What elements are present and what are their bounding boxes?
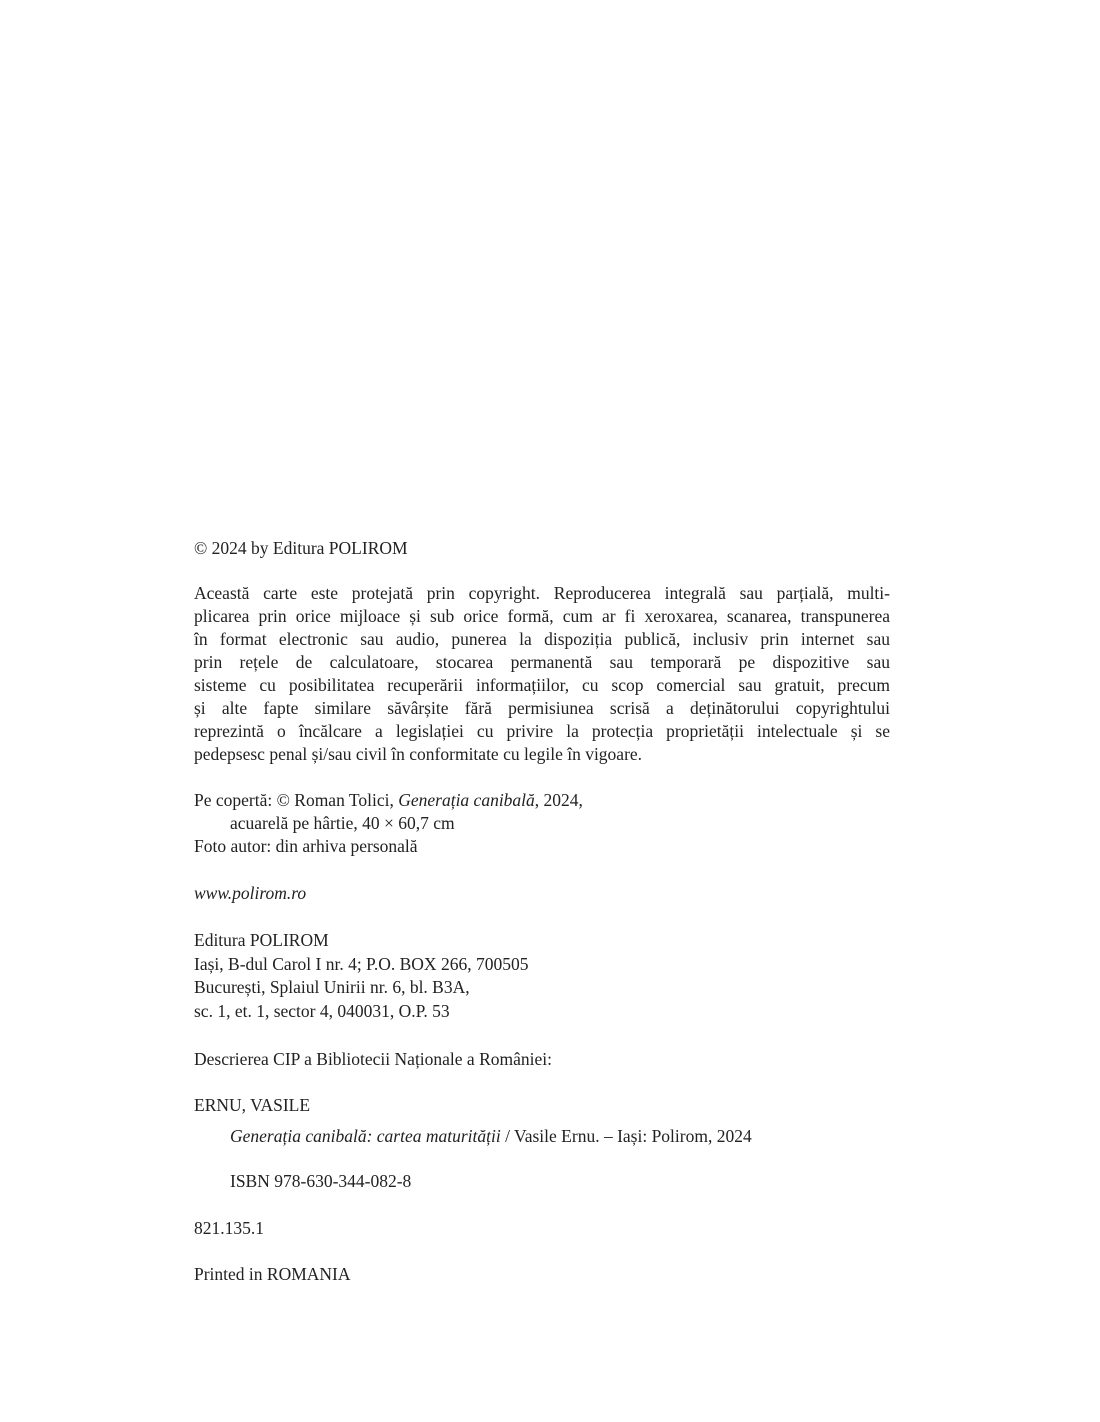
printed-text: Printed in ROMANIA xyxy=(194,1264,351,1284)
notice-line: plicarea prin orice mijloace și sub orice formă, cum ar fi xeroxarea, scanarea, transpunerea xyxy=(194,606,890,626)
cip-isbn xyxy=(194,1170,890,1193)
cover-medium: acuarelă pe hârtie, 40 × 60,7 cm xyxy=(230,813,455,833)
cip-title-rest: / Vasile Ernu. – Iași: Polirom, 2024 xyxy=(500,1126,752,1146)
notice-line: pedepsesc penal și/sau civil în conformitate cu legile în vigoare. xyxy=(194,744,643,764)
isbn-text: ISBN 978-630-344-082-8 xyxy=(230,1171,412,1191)
notice-line: reprezintă o încălcare a legislației cu privire la protecția proprietății intelectuale și se xyxy=(194,721,890,741)
notice-line: sisteme cu posibilitatea recuperării informațiilor, cu scop comercial sau gratuit, precum xyxy=(194,675,890,695)
cip-heading-text: Descrierea CIP a Bibliotecii Naționale a României: xyxy=(194,1049,552,1069)
printed-in xyxy=(194,1263,890,1286)
address-line: Iași, B-dul Carol I nr. 4; P.O. BOX 266, 700505 xyxy=(194,953,529,974)
cip-heading xyxy=(194,1048,890,1071)
cip-classification xyxy=(194,1217,890,1240)
cover-suffix: , 2024, xyxy=(534,790,583,810)
cip-title xyxy=(194,1125,890,1148)
website-link[interactable]: www.polirom.ro xyxy=(194,883,307,903)
cover-credits xyxy=(194,789,890,858)
cip-author xyxy=(194,1094,890,1117)
cover-title: Generația canibală xyxy=(398,790,535,810)
website-block xyxy=(194,882,890,905)
cover-prefix: Pe copertă: © Roman Tolici, xyxy=(194,790,399,810)
cip-author-text: ERNU, VASILE xyxy=(194,1095,311,1115)
copyright-notice xyxy=(194,582,890,766)
publisher-address xyxy=(194,929,890,1024)
address-line: București, Splaiul Unirii nr. 6, bl. B3A, xyxy=(194,977,470,998)
cover-credit xyxy=(194,789,890,812)
cip-title-line xyxy=(194,1125,890,1148)
classification-text: 821.135.1 xyxy=(194,1218,264,1238)
notice-line: în format electronic sau audio, punerea la dispoziția publică, inclusiv prin internet sau xyxy=(194,629,890,649)
book-title: Generația canibală: cartea maturității xyxy=(230,1126,501,1146)
copyright-line xyxy=(194,537,890,560)
address-line: sc. 1, et. 1, sector 4, 040031, O.P. 53 xyxy=(194,1001,450,1022)
copyright-text: © 2024 by Editura POLIROM xyxy=(194,538,408,558)
notice-line: și alte fapte similare săvârșite fără permisiunea scrisă a deținătorului copyrightului xyxy=(194,698,890,718)
photo-credit: Foto autor: din arhiva personală xyxy=(194,836,418,856)
notice-line: Această carte este protejată prin copyright. Reproducerea integrală sau parțială, multi- xyxy=(194,583,890,603)
publisher-name: Editura POLIROM xyxy=(194,930,329,950)
notice-line: prin rețele de calculatoare, stocarea permanentă sau temporară pe dispozitive sau xyxy=(194,652,890,672)
